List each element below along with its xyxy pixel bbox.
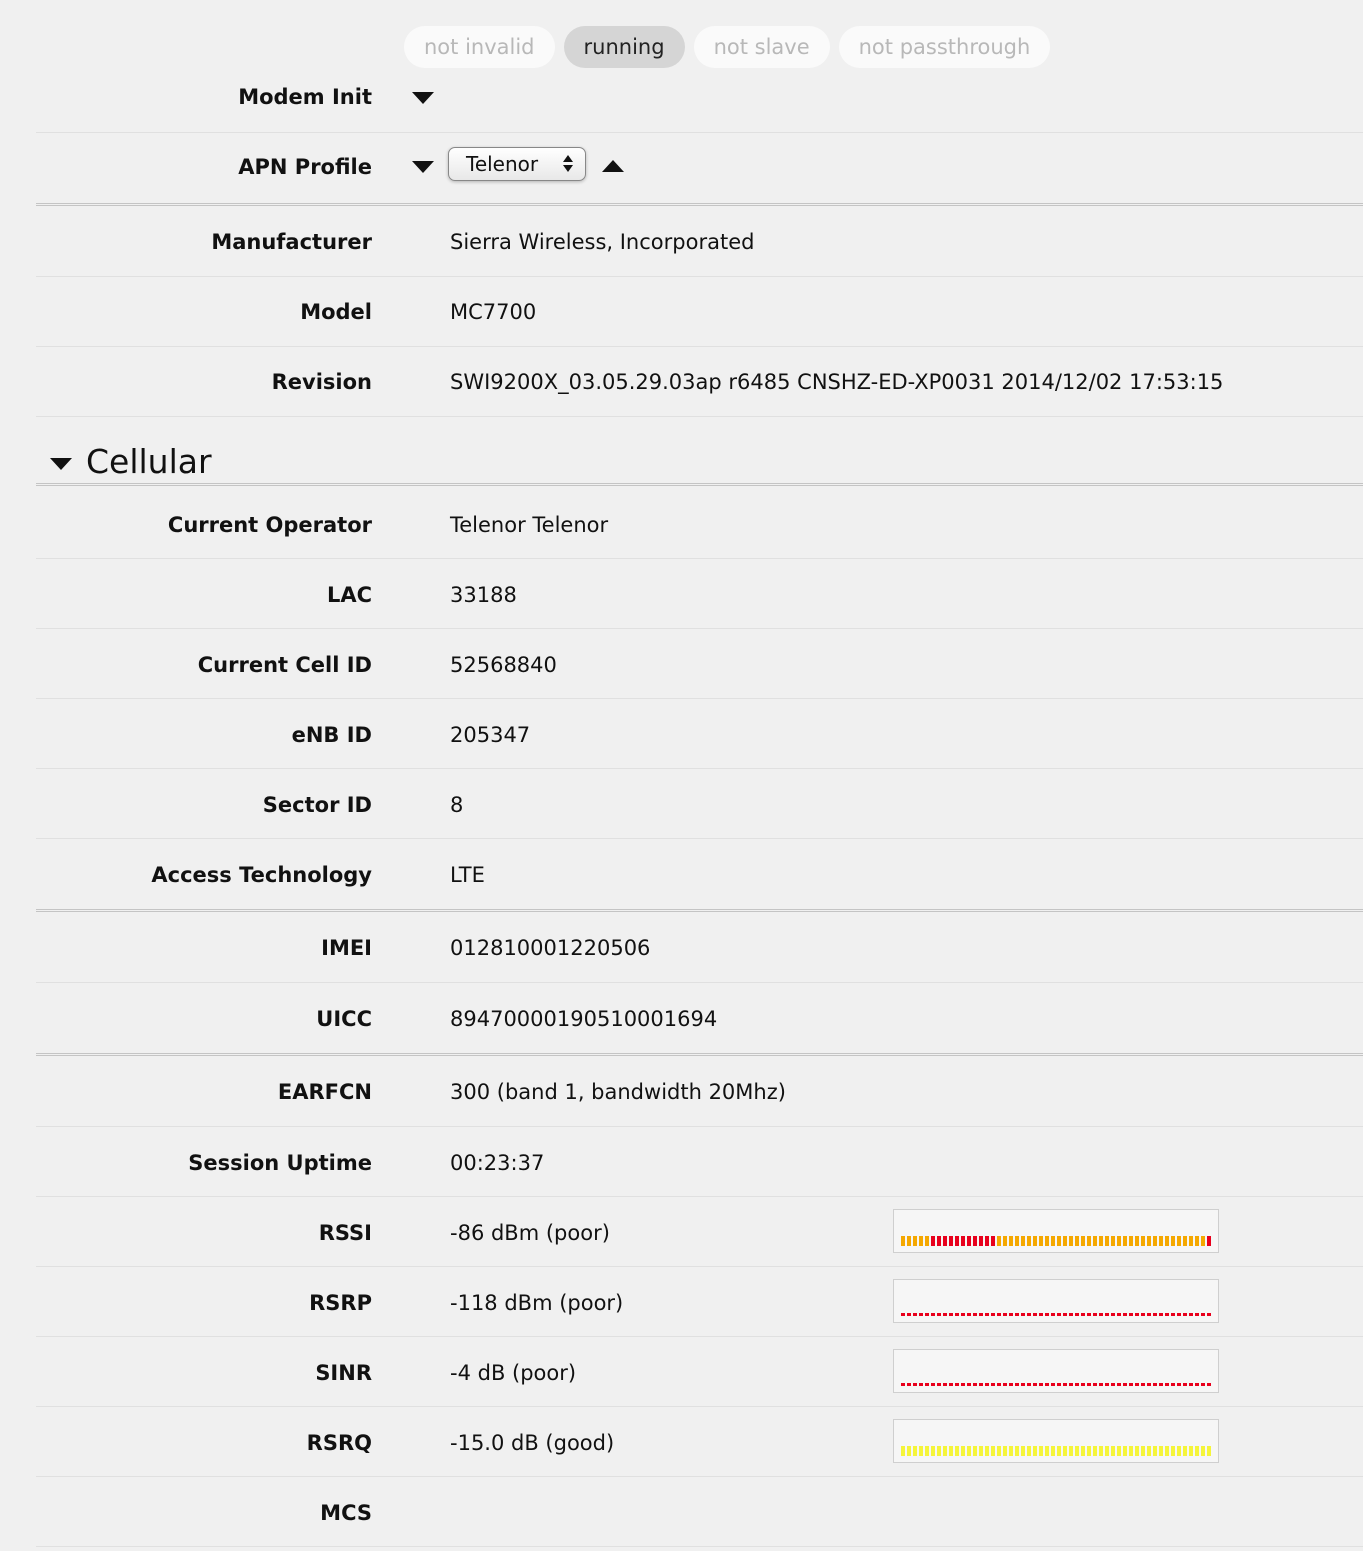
history-sample — [997, 1313, 1001, 1316]
history-sample — [913, 1383, 917, 1386]
signal-row-sinr — [36, 1337, 1363, 1407]
row-value: 00:23:37 — [450, 1151, 545, 1175]
info-row-session-uptime — [36, 1127, 1363, 1197]
history-sample — [1123, 1383, 1127, 1386]
history-sample — [1003, 1383, 1007, 1386]
history-sample — [1201, 1446, 1205, 1456]
row-value: -118 dBm (poor) — [450, 1291, 624, 1315]
history-sample — [1069, 1383, 1073, 1386]
history-sample — [1153, 1313, 1157, 1316]
history-sample — [1111, 1236, 1115, 1246]
history-sample — [1165, 1236, 1169, 1246]
history-sample — [967, 1236, 971, 1246]
history-sample — [1075, 1313, 1079, 1316]
history-sample — [961, 1313, 965, 1316]
history-sample — [961, 1383, 965, 1386]
history-sample — [1141, 1446, 1145, 1456]
history-sample — [973, 1236, 977, 1246]
history-sample — [1153, 1383, 1157, 1386]
row-label: eNB ID — [291, 723, 372, 747]
history-sample — [955, 1383, 959, 1386]
history-sample — [997, 1446, 1001, 1456]
history-sample — [1201, 1313, 1205, 1316]
history-sample — [955, 1313, 959, 1316]
history-sample — [1027, 1383, 1031, 1386]
history-sample — [973, 1446, 977, 1456]
history-sample — [943, 1313, 947, 1316]
history-sample — [1015, 1313, 1019, 1316]
history-sample — [979, 1313, 983, 1316]
history-sample — [1111, 1446, 1115, 1456]
history-sample — [937, 1446, 941, 1456]
history-sample — [1129, 1313, 1133, 1316]
history-sample — [1159, 1446, 1163, 1456]
history-sample — [937, 1313, 941, 1316]
history-sample — [985, 1383, 989, 1386]
history-sample — [1075, 1383, 1079, 1386]
history-sample — [919, 1236, 923, 1246]
row-label: SINR — [315, 1361, 372, 1385]
history-sample — [1027, 1236, 1031, 1246]
history-sample — [1015, 1383, 1019, 1386]
history-sample — [1147, 1446, 1151, 1456]
row-label: Session Uptime — [188, 1151, 372, 1175]
history-sample — [1099, 1383, 1103, 1386]
row-label: LAC — [326, 583, 372, 607]
history-sample — [1057, 1446, 1061, 1456]
history-sample — [1057, 1383, 1061, 1386]
row-label: RSRQ — [306, 1431, 372, 1455]
history-sample — [1009, 1383, 1013, 1386]
history-sample — [1159, 1313, 1163, 1316]
modem-init-expand-icon[interactable] — [412, 92, 434, 104]
history-sample — [1051, 1313, 1055, 1316]
history-sample — [1039, 1446, 1043, 1456]
history-sample — [1195, 1383, 1199, 1386]
history-sample — [1105, 1236, 1109, 1246]
history-sample — [943, 1446, 947, 1456]
history-sample — [1189, 1383, 1193, 1386]
history-sample — [901, 1383, 905, 1386]
row-label: Current Operator — [167, 513, 372, 537]
history-sample — [1153, 1236, 1157, 1246]
history-sample — [1093, 1383, 1097, 1386]
flag-not-invalid: not invalid — [404, 26, 555, 68]
info-row-sector-id — [36, 769, 1363, 839]
history-sample — [1003, 1446, 1007, 1456]
history-sample — [1201, 1236, 1205, 1246]
history-sample — [1057, 1236, 1061, 1246]
history-sample — [1141, 1313, 1145, 1316]
history-sample — [979, 1236, 983, 1246]
rsrp-history-graph — [893, 1279, 1219, 1323]
info-row-current-cell-id — [36, 629, 1363, 699]
history-sample — [1165, 1446, 1169, 1456]
history-sample — [1207, 1383, 1211, 1386]
history-sample — [1165, 1313, 1169, 1316]
row-label: Sector ID — [262, 793, 372, 817]
history-sample — [1129, 1236, 1133, 1246]
history-sample — [1189, 1313, 1193, 1316]
history-sample — [1033, 1383, 1037, 1386]
history-sample — [1177, 1383, 1181, 1386]
info-row-access-technology — [36, 839, 1363, 912]
history-sample — [1147, 1383, 1151, 1386]
history-sample — [1135, 1313, 1139, 1316]
history-sample — [949, 1313, 953, 1316]
history-sample — [1207, 1236, 1211, 1246]
history-sample — [991, 1383, 995, 1386]
row-label: MCS — [320, 1501, 372, 1525]
history-sample — [1063, 1313, 1067, 1316]
modem-init-row — [36, 70, 1363, 133]
history-sample — [901, 1313, 905, 1316]
history-sample — [1135, 1383, 1139, 1386]
history-sample — [961, 1236, 965, 1246]
signal-row-mcs — [36, 1477, 1363, 1547]
history-sample — [1093, 1446, 1097, 1456]
history-sample — [943, 1236, 947, 1246]
row-value: -4 dB (poor) — [450, 1361, 577, 1385]
history-sample — [991, 1313, 995, 1316]
history-sample — [925, 1236, 929, 1246]
history-sample — [1123, 1446, 1127, 1456]
apn-profile-label: APN Profile — [238, 155, 372, 179]
history-sample — [1111, 1383, 1115, 1386]
history-sample — [1015, 1446, 1019, 1456]
history-sample — [907, 1313, 911, 1316]
history-sample — [1123, 1236, 1127, 1246]
info-row-uicc — [36, 983, 1363, 1056]
history-sample — [1123, 1313, 1127, 1316]
history-sample — [967, 1313, 971, 1316]
history-sample — [1069, 1236, 1073, 1246]
info-row-model — [36, 277, 1363, 347]
info-row-current-operator — [36, 489, 1363, 559]
history-sample — [1171, 1313, 1175, 1316]
modem-init-label: Modem Init — [238, 85, 372, 109]
history-sample — [943, 1383, 947, 1386]
history-sample — [901, 1446, 905, 1456]
history-sample — [1039, 1383, 1043, 1386]
history-sample — [1081, 1446, 1085, 1456]
history-sample — [1099, 1236, 1103, 1246]
history-sample — [937, 1236, 941, 1246]
history-sample — [1063, 1446, 1067, 1456]
row-label: UICC — [316, 1007, 372, 1031]
history-sample — [1195, 1236, 1199, 1246]
history-sample — [1195, 1313, 1199, 1316]
history-sample — [925, 1446, 929, 1456]
history-sample — [1183, 1313, 1187, 1316]
history-sample — [1159, 1383, 1163, 1386]
history-sample — [1081, 1236, 1085, 1246]
history-sample — [1045, 1236, 1049, 1246]
history-sample — [1147, 1236, 1151, 1246]
history-sample — [1063, 1383, 1067, 1386]
row-value: 8 — [450, 793, 464, 817]
history-sample — [931, 1313, 935, 1316]
history-sample — [925, 1313, 929, 1316]
signal-row-rsrp — [36, 1267, 1363, 1337]
history-sample — [1009, 1446, 1013, 1456]
history-sample — [913, 1446, 917, 1456]
history-sample — [925, 1383, 929, 1386]
status-flags — [404, 26, 1050, 68]
info-row-manufacturer — [36, 206, 1363, 277]
history-sample — [1045, 1313, 1049, 1316]
rssi-history-graph — [893, 1209, 1219, 1253]
cellular-collapse-icon[interactable] — [50, 458, 72, 470]
history-sample — [985, 1236, 989, 1246]
history-sample — [1201, 1383, 1205, 1386]
history-sample — [1021, 1446, 1025, 1456]
history-sample — [949, 1236, 953, 1246]
info-row-imei — [36, 912, 1363, 983]
history-sample — [1069, 1446, 1073, 1456]
history-sample — [1087, 1383, 1091, 1386]
history-sample — [1003, 1236, 1007, 1246]
info-row-lac — [36, 559, 1363, 629]
history-sample — [1027, 1313, 1031, 1316]
history-sample — [961, 1446, 965, 1456]
row-value: LTE — [450, 863, 485, 887]
history-sample — [967, 1446, 971, 1456]
info-row-enb-id — [36, 699, 1363, 769]
sinr-history-graph — [893, 1349, 1219, 1393]
history-sample — [967, 1383, 971, 1386]
history-sample — [949, 1383, 953, 1386]
history-sample — [1159, 1236, 1163, 1246]
history-sample — [919, 1446, 923, 1456]
history-sample — [931, 1446, 935, 1456]
info-row-earfcn — [36, 1056, 1363, 1127]
history-sample — [1207, 1313, 1211, 1316]
history-sample — [1039, 1236, 1043, 1246]
history-sample — [919, 1383, 923, 1386]
row-label: RSRP — [309, 1291, 372, 1315]
history-sample — [973, 1313, 977, 1316]
history-sample — [931, 1383, 935, 1386]
history-sample — [955, 1236, 959, 1246]
history-sample — [1099, 1446, 1103, 1456]
history-sample — [1021, 1383, 1025, 1386]
row-label: Current Cell ID — [197, 653, 372, 677]
history-sample — [1129, 1383, 1133, 1386]
history-sample — [955, 1446, 959, 1456]
history-sample — [1153, 1446, 1157, 1456]
history-sample — [1021, 1236, 1025, 1246]
row-value: SWI9200X_03.05.29.03ap r6485 CNSHZ-ED-XP0031 2014/12/02 17:53:15 — [450, 370, 1224, 394]
history-sample — [1189, 1446, 1193, 1456]
row-value: 33188 — [450, 583, 517, 607]
apn-profile-select[interactable] — [448, 147, 586, 181]
history-sample — [1171, 1446, 1175, 1456]
history-sample — [973, 1383, 977, 1386]
history-sample — [1183, 1383, 1187, 1386]
row-label: Access Technology — [151, 863, 372, 887]
history-sample — [1117, 1313, 1121, 1316]
apn-profile-row — [36, 133, 1363, 206]
history-sample — [1087, 1313, 1091, 1316]
history-sample — [1045, 1383, 1049, 1386]
history-sample — [1177, 1313, 1181, 1316]
history-sample — [1033, 1313, 1037, 1316]
history-sample — [1147, 1313, 1151, 1316]
row-value: 52568840 — [450, 653, 557, 677]
history-sample — [1105, 1383, 1109, 1386]
history-sample — [949, 1446, 953, 1456]
history-sample — [1093, 1236, 1097, 1246]
flag-not-slave: not slave — [694, 26, 830, 68]
history-sample — [1081, 1313, 1085, 1316]
history-sample — [1069, 1313, 1073, 1316]
cellular-section-title: Cellular — [86, 442, 212, 481]
history-sample — [985, 1446, 989, 1456]
history-sample — [1183, 1446, 1187, 1456]
history-sample — [997, 1236, 1001, 1246]
history-sample — [1195, 1446, 1199, 1456]
history-sample — [1117, 1236, 1121, 1246]
flag-running: running — [564, 26, 685, 68]
history-sample — [1171, 1383, 1175, 1386]
history-sample — [1015, 1236, 1019, 1246]
flag-not-passthrough: not passthrough — [839, 26, 1051, 68]
history-sample — [907, 1236, 911, 1246]
row-label: Model — [300, 300, 372, 324]
history-sample — [1027, 1446, 1031, 1456]
history-sample — [979, 1383, 983, 1386]
history-sample — [1135, 1446, 1139, 1456]
apn-profile-expand-icon[interactable] — [412, 161, 434, 173]
history-sample — [1081, 1383, 1085, 1386]
history-sample — [1021, 1313, 1025, 1316]
history-sample — [1051, 1236, 1055, 1246]
row-label: RSSI — [318, 1221, 372, 1245]
history-sample — [1189, 1236, 1193, 1246]
history-sample — [1051, 1446, 1055, 1456]
history-sample — [1075, 1446, 1079, 1456]
history-sample — [1171, 1236, 1175, 1246]
history-sample — [1129, 1446, 1133, 1456]
history-sample — [919, 1313, 923, 1316]
history-sample — [979, 1446, 983, 1456]
history-sample — [991, 1236, 995, 1246]
info-row-revision — [36, 347, 1363, 417]
row-value: Telenor Telenor — [450, 513, 609, 537]
history-sample — [901, 1236, 905, 1246]
row-value: Sierra Wireless, Incorporated — [450, 230, 755, 254]
history-sample — [1117, 1383, 1121, 1386]
history-sample — [1075, 1236, 1079, 1246]
history-sample — [1039, 1313, 1043, 1316]
history-sample — [937, 1383, 941, 1386]
cellular-section-header[interactable] — [36, 438, 1363, 486]
select-arrows-icon — [563, 154, 573, 174]
row-value: -86 dBm (poor) — [450, 1221, 610, 1245]
history-sample — [1111, 1313, 1115, 1316]
history-sample — [1009, 1313, 1013, 1316]
history-sample — [1141, 1236, 1145, 1246]
history-sample — [907, 1446, 911, 1456]
row-value: 205347 — [450, 723, 531, 747]
history-sample — [991, 1446, 995, 1456]
history-sample — [1165, 1383, 1169, 1386]
history-sample — [1051, 1383, 1055, 1386]
history-sample — [1207, 1446, 1211, 1456]
history-sample — [1087, 1446, 1091, 1456]
history-sample — [1141, 1383, 1145, 1386]
signal-row-rssi — [36, 1197, 1363, 1267]
history-sample — [1093, 1313, 1097, 1316]
history-sample — [1105, 1313, 1109, 1316]
history-sample — [1177, 1446, 1181, 1456]
row-label: Revision — [271, 370, 372, 394]
row-value: -15.0 dB (good) — [450, 1431, 615, 1455]
history-sample — [1057, 1313, 1061, 1316]
history-sample — [907, 1383, 911, 1386]
row-label: EARFCN — [277, 1080, 372, 1104]
history-sample — [913, 1313, 917, 1316]
history-sample — [1135, 1236, 1139, 1246]
history-sample — [997, 1383, 1001, 1386]
history-sample — [1063, 1236, 1067, 1246]
row-value: 89470000190510001694 — [450, 1007, 718, 1031]
row-label: Manufacturer — [211, 230, 372, 254]
history-sample — [913, 1236, 917, 1246]
history-sample — [1117, 1446, 1121, 1456]
row-value: 012810001220506 — [450, 936, 651, 960]
signal-row-rsrq — [36, 1407, 1363, 1477]
row-label: IMEI — [321, 936, 372, 960]
row-value: 300 (band 1, bandwidth 20Mhz) — [450, 1080, 786, 1104]
apn-profile-collapse-icon[interactable] — [602, 160, 624, 172]
history-sample — [1009, 1236, 1013, 1246]
history-sample — [1033, 1446, 1037, 1456]
history-sample — [1177, 1236, 1181, 1246]
apn-profile-selected: Telenor — [466, 152, 539, 176]
history-sample — [1087, 1236, 1091, 1246]
history-sample — [931, 1236, 935, 1246]
history-sample — [1033, 1236, 1037, 1246]
rsrq-history-graph — [893, 1419, 1219, 1463]
history-sample — [985, 1313, 989, 1316]
history-sample — [1045, 1446, 1049, 1456]
history-sample — [1105, 1446, 1109, 1456]
history-sample — [1099, 1313, 1103, 1316]
row-value: MC7700 — [450, 300, 537, 324]
history-sample — [1183, 1236, 1187, 1246]
history-sample — [1003, 1313, 1007, 1316]
